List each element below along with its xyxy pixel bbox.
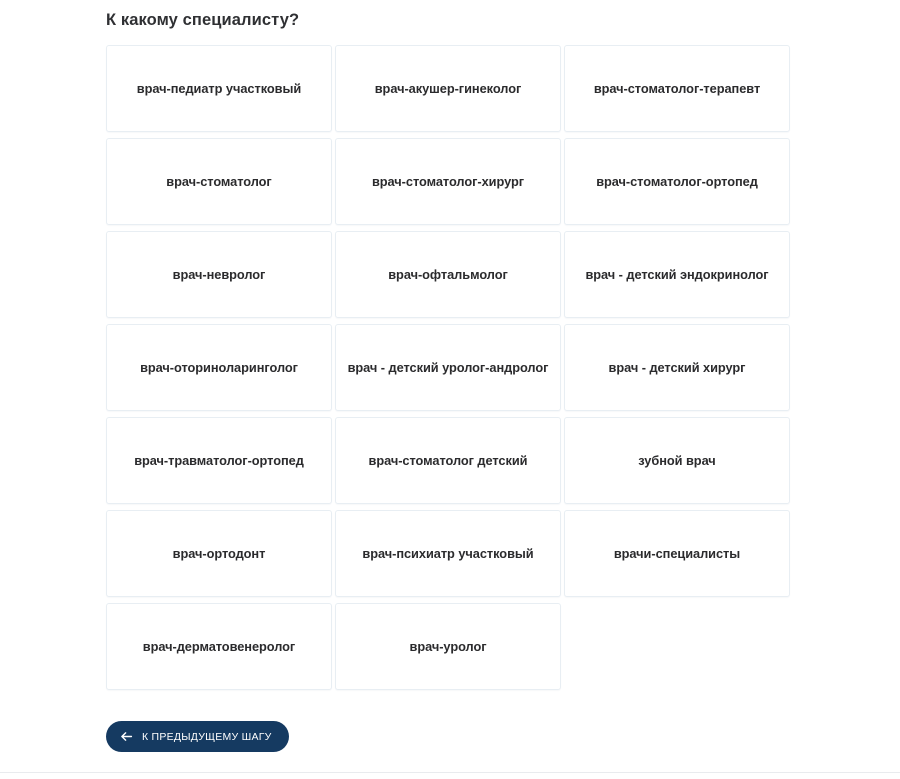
- specialist-card[interactable]: [335, 510, 561, 597]
- specialist-card[interactable]: [564, 510, 790, 597]
- specialist-card[interactable]: [335, 324, 561, 411]
- specialist-card-label: врач-ортодонт: [172, 546, 266, 562]
- specialist-card-label: зубной врач: [638, 453, 716, 469]
- specialist-card[interactable]: [106, 417, 332, 504]
- specialist-card[interactable]: [564, 45, 790, 132]
- footer-actions: [106, 721, 786, 758]
- specialist-card-label: врач-педиатр участковый: [136, 81, 302, 97]
- bottom-divider: [0, 772, 900, 773]
- specialist-card-label: врач-стоматолог детский: [368, 453, 528, 469]
- specialist-card-grid: [106, 45, 786, 690]
- specialist-card-label: врач-стоматолог-хирург: [371, 174, 525, 190]
- specialist-card-label: врач-стоматолог: [166, 174, 272, 190]
- specialist-card[interactable]: [335, 417, 561, 504]
- specialist-card[interactable]: [106, 231, 332, 318]
- arrow-left-icon: [120, 730, 133, 743]
- specialist-card[interactable]: [106, 510, 332, 597]
- specialist-card[interactable]: [106, 603, 332, 690]
- specialist-card[interactable]: [335, 45, 561, 132]
- page-title: К какому специалисту?: [106, 11, 300, 29]
- specialist-card-label: врач - детский эндокринолог: [585, 267, 769, 283]
- specialist-card[interactable]: [335, 138, 561, 225]
- specialist-card-label: врач-дерматовенеролог: [142, 639, 296, 655]
- specialist-card-label: врач-стоматолог-терапевт: [593, 81, 761, 97]
- specialist-card[interactable]: [335, 231, 561, 318]
- specialist-card[interactable]: [106, 138, 332, 225]
- specialist-card-label: врач-невролог: [172, 267, 266, 283]
- specialist-card-label: врач-психиатр участковый: [362, 546, 534, 562]
- specialist-card-label: врач - детский хирург: [608, 360, 746, 376]
- specialist-card-label: врач-офтальмолог: [388, 267, 508, 283]
- specialist-card[interactable]: [335, 603, 561, 690]
- specialist-card-label: врач-травматолог-ортопед: [134, 453, 304, 469]
- specialist-card-label: врач-акушер-гинеколог: [374, 81, 522, 97]
- content-container: [106, 0, 786, 758]
- specialist-card-label: врач-стоматолог-ортопед: [596, 174, 758, 190]
- specialist-card-label: врач - детский уролог-андролог: [347, 360, 549, 376]
- specialist-card-label: врач-оториноларинголог: [140, 360, 298, 376]
- back-to-previous-step-button[interactable]: [106, 721, 289, 752]
- specialist-card-label: врачи-специалисты: [613, 546, 741, 562]
- specialist-card[interactable]: [564, 231, 790, 318]
- specialist-card-label: врач-уролог: [409, 639, 487, 655]
- specialist-card[interactable]: [106, 324, 332, 411]
- specialist-card[interactable]: [564, 417, 790, 504]
- back-button-label: К ПРЕДЫДУЩЕМУ ШАГУ: [142, 730, 272, 743]
- specialist-card[interactable]: [106, 45, 332, 132]
- specialist-card[interactable]: [564, 138, 790, 225]
- specialist-card[interactable]: [564, 324, 790, 411]
